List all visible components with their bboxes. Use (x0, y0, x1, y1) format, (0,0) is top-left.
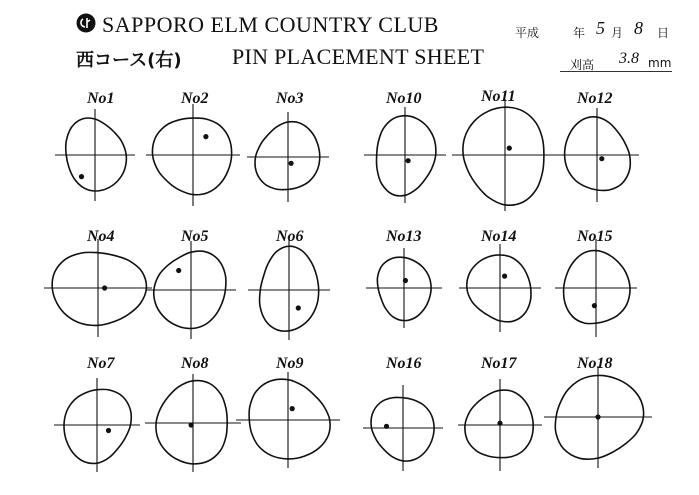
pin-marker (290, 406, 295, 411)
pin-marker (403, 278, 408, 283)
green-diagram (50, 374, 144, 476)
mowing-underline (560, 71, 672, 72)
pin-marker (497, 421, 502, 426)
pin-marker (203, 134, 208, 139)
green-diagram (455, 240, 545, 336)
green-diagram (232, 368, 344, 472)
green-outline (564, 251, 630, 324)
green-diagram (51, 105, 139, 205)
date-month: 5 (596, 18, 605, 38)
course-label: 西コース(右) (76, 50, 182, 71)
hole-label: No4 (87, 228, 115, 245)
hole-label: No1 (87, 90, 115, 107)
mowing-height-unit: mm (648, 56, 672, 70)
green-diagram (359, 381, 447, 475)
hole-label: No7 (87, 355, 115, 372)
green-diagram (243, 108, 333, 206)
club-name: SAPPORO ELM COUNTRY CLUB (102, 12, 439, 37)
green-outline (249, 379, 330, 459)
club-logo-icon (76, 13, 96, 33)
pin-marker (599, 156, 604, 161)
hole-label: No14 (481, 228, 517, 245)
mowing-height-value: 3.8 (619, 50, 639, 67)
hole-label: No11 (481, 88, 516, 105)
hole-label: No13 (386, 228, 422, 245)
pin-marker (102, 285, 107, 290)
pin-marker (384, 424, 389, 429)
green-diagram (40, 235, 156, 341)
green-diagram (141, 370, 245, 476)
mowing-height-label: 刈高 (570, 58, 595, 72)
green-diagram (362, 244, 446, 332)
pin-marker (79, 174, 84, 179)
hole-label: No6 (276, 228, 304, 245)
month-label: 月 (611, 26, 624, 40)
green-outline (64, 389, 131, 463)
green-diagram (244, 236, 334, 344)
green-diagram (551, 104, 643, 206)
green-diagram (360, 103, 450, 207)
pin-marker (502, 274, 507, 279)
pin-marker (595, 414, 600, 419)
green-outline (152, 118, 231, 195)
green-outline (52, 252, 146, 325)
green-diagram (142, 100, 244, 210)
green-outline (463, 107, 544, 205)
year-label: 年 (573, 26, 586, 40)
pin-marker (592, 303, 597, 308)
hole-label: No8 (181, 355, 209, 372)
hole-label: No2 (181, 90, 209, 107)
day-label: 日 (657, 26, 670, 40)
green-outline (156, 381, 227, 464)
date-day: 8 (634, 18, 643, 38)
sheet-title: PIN PLACEMENT SHEET (232, 44, 485, 69)
hole-label: No9 (276, 355, 304, 372)
hole-label: No10 (386, 90, 422, 107)
green-diagram (448, 95, 562, 215)
hole-label: No12 (577, 90, 613, 107)
hole-label: No3 (276, 90, 304, 107)
pin-marker (296, 305, 301, 310)
green-diagram (454, 375, 546, 475)
green-diagram (142, 237, 240, 343)
pin-marker (406, 158, 411, 163)
green-diagram (551, 235, 641, 341)
hole-label: No15 (577, 228, 613, 245)
pin-marker (507, 146, 512, 151)
green-diagram (540, 362, 656, 472)
hole-label: No17 (481, 355, 517, 372)
pin-marker (106, 428, 111, 433)
green-outline (376, 116, 435, 196)
pin-marker (189, 422, 194, 427)
pin-marker (176, 268, 181, 273)
hole-label: No5 (181, 228, 209, 245)
hole-label: No16 (386, 355, 422, 372)
hole-label: No18 (577, 355, 613, 372)
pin-marker (289, 161, 294, 166)
green-outline (255, 122, 320, 190)
date-era: 平成 (515, 26, 540, 40)
